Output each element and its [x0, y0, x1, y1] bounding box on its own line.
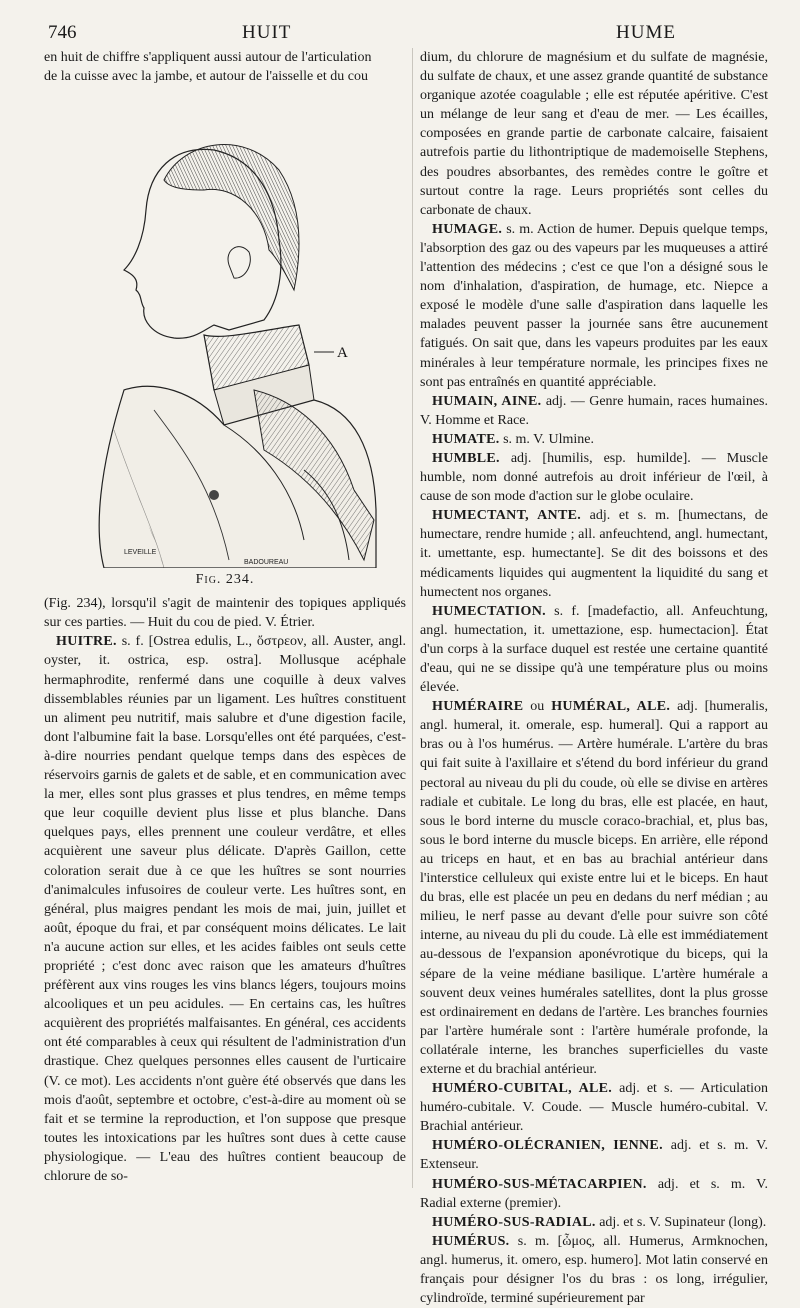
- definition-huitre: s. f. [Ostrea edulis, L., ὄστρεον, all. Auster, angl. oyster, it. ostrica, esp. ostra]. Mollusque acéphale hermaphrodite, renfermé dans une coquille à deux valves dissemblables réunies par un ligament. Les huîtres constituent un aliment peu nutritif, mais salubre et d'une digestion facile, dont l'albumine fait la base. Lorsqu'elles ont été parquées, c'est-à-dire nourries pendant quelque temps dans des espèces de réservoirs garnis de galets et de sable, et en communication avec la mer, elles sont plus grasses et plus tendres, en même temps que leur coquille devient plus lisse et plus blanche. Dans quelques pays, elles prennent une couleur verdâtre, et elles acquièrent une saveur plus délicate. D'après Gaillon, cette coloration serait due à ce que les huîtres se sont nourries d'animalcules infusoires de couleur verte. Les huîtres sont, en général, plus maigres pendant les mois de mai, juin, juillet et août, époque du frai, et par conséquent moins délicates. Le lait n'a aucune action sur elles, et les acides faibles ont seuls cette propriété ; c'est donc avec raison que les amateurs d'huîtres préfèrent aux vins rouges les vins blancs légers, toujours moins alcooliques et un peu acidules. — En certains cas, les huîtres acquièrent des propriétés malfaisantes. En général, ces accidents ont été comparables à ceux qui résultent de l'administration d'un drastique. Chez quelques personnes elles causent de l'urticaire (V. ce mot). Les accidents n'ont guère été observés que dans les mois d'août, septembre et octobre, c'est-à-dire au moment où se fait et se termine la reproduction, et l'on suppose que presque toutes les intoxications par les huîtres sont dues à cette cause physiologique. — L'eau des huîtres contient beaucoup de chlorure de so-: [44, 634, 406, 1184]
- entry-humain: [420, 392, 768, 430]
- headword-humectant: HUMECTANT, ANTE.: [432, 508, 582, 524]
- definition-humero-sus-metacarpien: adj. et s. m. V. Radial externe (premier).: [420, 1176, 768, 1211]
- left-column: [44, 48, 406, 1186]
- definition-humero-cubital: adj. et s. — Articulation huméro-cubitale. V. Coude. — Muscle huméro-cubital. V. Brachial antérieur.: [420, 1081, 768, 1135]
- headword-humero-cubital: HUMÉRO-CUBITAL, ALE.: [432, 1081, 613, 1097]
- headword-humble: HUMBLE.: [432, 450, 500, 466]
- entry-humate: [420, 430, 768, 449]
- entry-humero-sus-radial: [420, 1213, 768, 1232]
- figure-label-a: A: [337, 345, 348, 362]
- entry-humectation: [420, 602, 768, 697]
- entry-humeral: [420, 697, 768, 1079]
- running-header: [42, 22, 770, 44]
- definition-humble: adj. [humilis, esp. humilde]. — Muscle humble, nom donné autrefois au droit inférieur de l'œil, à cause de son mode d'action sur le globe oculaire.: [420, 450, 768, 505]
- bandage-figure-illustration: [64, 90, 384, 568]
- definition-humeral: adj. [humeralis, angl. humeral, it. omerale, esp. humeral]. Qui a rapport au bras ou à l'os humérus. — Artère humérale. L'artère du bras qui fait suite à l'axillaire et s'étend du bord inférieur du grand pectoral au niveau du pli du coude, où elle se divise en artères radiale et cubitale. Le long du bras, elle est placée, en haut, sous le bord interne du muscle coraco-brachial, et, plus bas, sous le bord interne du muscle biceps. En arrière, elle répond au triceps en haut, et en bas au brachial antérieur dans l'interstice celluleux qui existe entre lui et le biceps. En haut du bras, elle est placée un peu en dedans du nerf médian ; au milieu, le nerf passe au devant d'elle pour suivre son côté interne, au niveau du pli du coude. Là elle est immédiatement au-dessous de l'expansion aponévrotique du biceps, qui la sépare de la veine médiane basilique. L'artère humérale a souvent deux veines humérales satellites, dont la plus grosse est ordinairement en dedans de l'artère. Les branches fournies par l'artère humérale sont : l'artère humérale profonde, la collatérale interne, les branches superficielles du vaste externe et du brachial antérieur.: [420, 699, 768, 1077]
- headword-humage: HUMAGE.: [432, 221, 503, 237]
- right-column: [420, 48, 768, 1308]
- intro-line-2: de la cuisse avec la jambe, et autour de l'aisselle et du cou: [44, 69, 369, 85]
- definition-humero-olecranien: adj. et s. m. V. Extenseur.: [420, 1138, 768, 1173]
- definition-humero-sus-radial: adj. et s. V. Supinateur (long).: [595, 1214, 767, 1230]
- entry-humerus: [420, 1232, 768, 1308]
- page-number: 746: [48, 22, 77, 43]
- definition-humectant: adj. et s. m. [humectans, de humectare, rendre humide ; all. anfeuchtend, angl. humectant, it. umettante, esp. humectante]. Se dit des boissons et des médicaments liquides qui augmentent la liquidité du sang et humectent nos organes.: [420, 508, 769, 600]
- headword-humero-sus-radial: HUMÉRO-SUS-RADIAL.: [432, 1214, 596, 1230]
- headword-humain: HUMAIN, AINE.: [432, 393, 542, 409]
- entry-humage: [420, 220, 768, 392]
- huit-du-cou-text: (Fig. 234), lorsqu'il s'agit de maintenir des topiques appliqués sur ces parties. — Huit du cou de pied. V. Étrier.: [44, 596, 406, 631]
- definition-humage: s. m. Action de humer. Depuis quelque temps, l'absorption des gaz ou des vapeurs par les muqueuses a attiré l'attention des médecins ; c'est ce que l'on a désigné sous le nom d'inhalation, d'aspiration, de humage, etc. Niepce a exposé le modèle d'une salle d'aspiration dans laquelle les malades peuvent passer la journée sans être aucunement fatigués. On sait que, dans les vapeurs produites par les eaux minérales à leur température normale, les principes fixes ne sont pas entraînés en quantité appréciable.: [420, 221, 768, 390]
- figure-signature-right: BADOUREAU: [244, 559, 289, 567]
- headword-connector: ou: [523, 699, 552, 715]
- intro-line-1: en huit de chiffre s'appliquent aussi autour de l'articulation: [44, 50, 372, 65]
- right-running-head: HUME: [616, 22, 676, 43]
- headword-humero-sus-metacarpien: HUMÉRO-SUS-MÉTACARPIEN.: [432, 1176, 647, 1192]
- entry-humero-cubital: [420, 1079, 768, 1136]
- entry-humero-olecranien: [420, 1136, 768, 1174]
- definition-humain: adj. — Genre humain, races humaines. V. Homme et Race.: [420, 393, 768, 428]
- headword-huitre: HUITRE.: [56, 634, 117, 650]
- figure-signature-left: LEVEILLE: [124, 549, 157, 557]
- headword-humate: HUMATE.: [432, 431, 500, 447]
- entry-huitre: [44, 632, 406, 1186]
- headword-humeraire: HUMÉRAIRE: [432, 699, 524, 715]
- entry-humero-sus-metacarpien: [420, 1175, 768, 1213]
- headword-humeral: HUMÉRAL, ALE.: [551, 699, 671, 715]
- left-running-head: HUIT: [242, 22, 292, 43]
- definition-humectation: s. f. [madefactio, all. Anfeuchtung, angl. humectation, it. umettazione, esp. humectacion]. État d'un corps à la surface duquel est restée une certaine quantité d'eau, qui ne se dissipe qu'à une température plus ou moins élevée.: [420, 603, 768, 696]
- headword-humectation: HUMECTATION.: [432, 603, 546, 619]
- figure-234: [44, 90, 406, 592]
- entry-humectant: [420, 506, 768, 601]
- definition-humate: s. m. V. Ulmine.: [499, 431, 594, 447]
- entry-humble: [420, 449, 768, 506]
- figure-caption: Fig. 234.: [195, 572, 255, 588]
- huitre-continuation: dium, du chlorure de magnésium et du sulfate de magnésie, du sulfate de chaux, et une assez grande quantité de substance organique azotée coagulable ; elle est réputée apéritive. C'est un mélange de leur sang et d'eau de mer. — Les écailles, composées en grande partie de carbonate calcaire, faisaient autrefois partie du lithontriptique de mademoiselle Stephens, des poudres absorbantes, des remèdes contre le goître et surtout contre la rage. Leurs propriétés sont celles du carbonate de chaux.: [420, 50, 768, 218]
- headword-humero-olecranien: HUMÉRO-OLÉCRANIEN, IENNE.: [432, 1138, 663, 1154]
- definition-humerus: s. m. [ὦμος, all. Humerus, Armknochen, angl. humerus, it. omero, esp. humero]. Mot latin conservé en français pour désigner l'os du bras : os long, irrégulier, cylindroïde, terminé supérieurement par: [420, 1233, 768, 1307]
- headword-humerus: HUMÉRUS.: [432, 1233, 510, 1249]
- column-divider: [412, 48, 413, 1188]
